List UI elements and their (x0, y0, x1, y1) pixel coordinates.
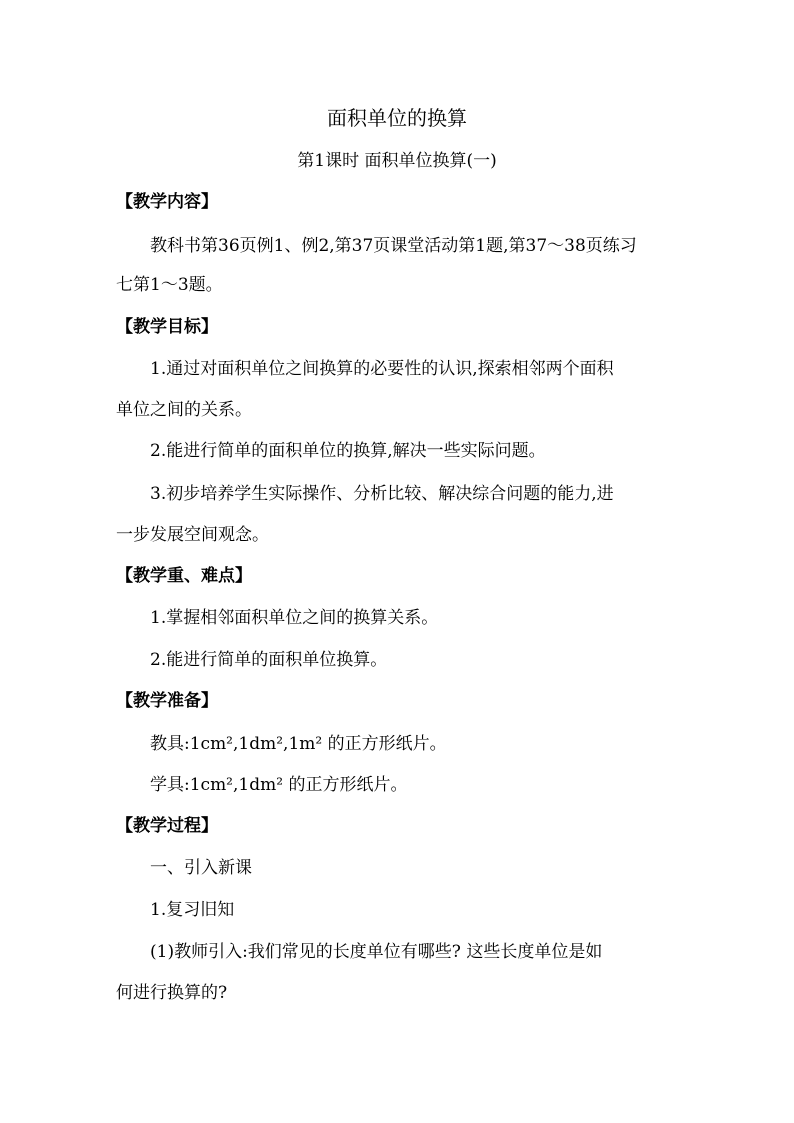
section-heading-process: 【教学过程】 (116, 816, 218, 836)
key-points-line-2: 2.能进行简单的面积单位换算。 (150, 650, 388, 670)
key-points-line-1: 1.掌握相邻面积单位之间的换算关系。 (150, 608, 439, 628)
process-line-4: 何进行换算的? (116, 983, 228, 1003)
goals-line-1: 1.通过对面积单位之间换算的必要性的认识,探索相邻两个面积 (150, 359, 614, 379)
process-line-3: (1)教师引入:我们常见的长度单位有哪些? 这些长度单位是如 (150, 942, 603, 962)
process-line-2: 1.复习旧知 (150, 900, 235, 920)
section-heading-content: 【教学内容】 (116, 192, 218, 212)
section-heading-preparation: 【教学准备】 (116, 691, 218, 711)
process-line-1: 一、引入新课 (150, 858, 252, 878)
goals-line-4: 3.初步培养学生实际操作、分析比较、解决综合问题的能力,进 (150, 484, 614, 504)
content-line-2: 七第1～3题。 (116, 275, 223, 295)
section-heading-key-points: 【教学重、难点】 (116, 566, 252, 586)
goals-line-5: 一步发展空间观念。 (116, 525, 269, 545)
goals-line-3: 2.能进行简单的面积单位的换算,解决一些实际问题。 (150, 441, 546, 461)
preparation-line-2: 学具:1cm²,1dm² 的正方形纸片。 (150, 775, 408, 795)
preparation-line-1: 教具:1cm²,1dm²,1m² 的正方形纸片。 (150, 734, 447, 754)
document-title: 面积单位的换算 (327, 106, 467, 130)
goals-line-2: 单位之间的关系。 (116, 400, 252, 420)
lesson-subtitle: 第1课时 面积单位换算(一) (297, 151, 497, 171)
section-heading-goals: 【教学目标】 (116, 317, 218, 337)
content-line-1: 教科书第36页例1、例2,第37页课堂活动第1题,第37～38页练习 (150, 236, 637, 256)
